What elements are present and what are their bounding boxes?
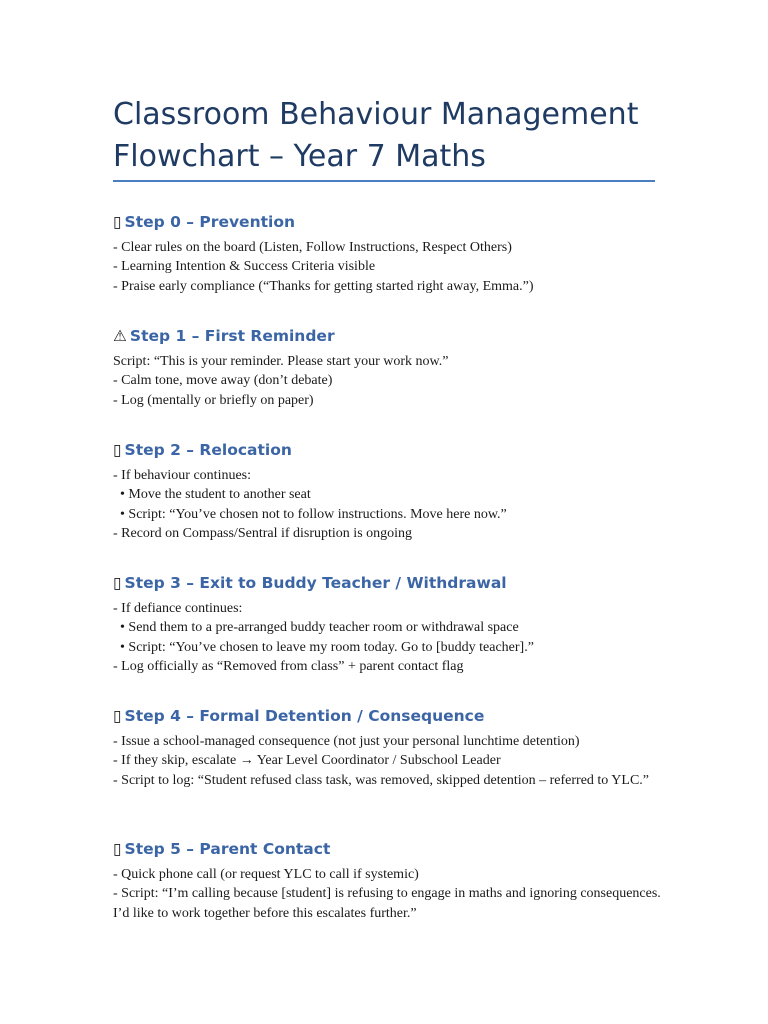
section-heading	[113, 705, 673, 727]
section-heading	[113, 572, 673, 594]
list-item: - If they skip, escalate → Year Level Coordinator / Subschool Leader	[113, 753, 501, 769]
warning-icon: ⚠	[113, 327, 127, 345]
list-item: - Clear rules on the board (Listen, Follow Instructions, Respect Others)	[113, 240, 512, 255]
list-item: - Issue a school-managed consequence (not just your personal lunchtime detention)	[113, 734, 580, 749]
section-step-1	[113, 325, 673, 410]
document-title	[113, 94, 673, 178]
list-item: - Log officially as “Removed from class” + parent contact flag	[113, 658, 464, 674]
section-step-2	[113, 439, 673, 543]
section-heading	[113, 439, 673, 461]
missing-glyph-icon: ▯	[113, 707, 122, 725]
section-heading-text: Step 5 – Parent Contact	[124, 840, 331, 858]
section-step-3	[113, 572, 673, 676]
list-item: - Praise early compliance (“Thanks for getting started right away, Emma.”)	[113, 278, 534, 294]
section-heading-text: Step 1 – First Reminder	[129, 327, 335, 345]
list-item: • Send them to a pre-arranged buddy teacher room or withdrawal space	[113, 620, 519, 636]
title-line-1: Classroom Behaviour Management	[113, 97, 639, 132]
section-heading	[113, 838, 673, 860]
list-item: - Record on Compass/Sentral if disruption is ongoing	[113, 525, 413, 541]
list-item: • Move the student to another seat	[113, 487, 311, 503]
list-item: - Script: “I’m calling because [student] is refusing to engage in maths and ignoring consequences. I’d like to work together before this escalates further.”	[113, 886, 661, 921]
missing-glyph-icon: ▯	[113, 441, 122, 459]
list-item: - If defiance continues:	[113, 601, 243, 616]
section-heading	[113, 325, 673, 347]
section-heading-text: Step 4 – Formal Detention / Consequence	[124, 707, 485, 725]
list-item: - Calm tone, move away (don’t debate)	[113, 373, 333, 389]
section-heading-text: Step 3 – Exit to Buddy Teacher / Withdrawal	[124, 574, 507, 592]
missing-glyph-icon: ▯	[113, 840, 122, 858]
section-step-4	[113, 705, 673, 790]
section-step-5	[113, 838, 673, 923]
list-item: - Learning Intention & Success Criteria visible	[113, 259, 376, 275]
title-divider	[113, 180, 655, 182]
list-item: • Script: “You’ve chosen not to follow instructions. Move here now.”	[113, 506, 507, 522]
missing-glyph-icon: ▯	[113, 574, 122, 592]
section-heading-text: Step 0 – Prevention	[124, 213, 296, 231]
title-line-2: Flowchart – Year 7 Maths	[113, 139, 486, 174]
list-item: - If behaviour continues:	[113, 468, 252, 483]
section-heading	[113, 211, 673, 233]
section-step-0	[113, 211, 673, 296]
missing-glyph-icon: ▯	[113, 213, 122, 231]
list-item: - Quick phone call (or request YLC to call if systemic)	[113, 867, 419, 882]
list-item: • Script: “You’ve chosen to leave my room today. Go to [buddy teacher].”	[113, 639, 534, 655]
list-item: - Script to log: “Student refused class task, was removed, skipped detention – referred to YLC.”	[113, 772, 650, 788]
list-item: Script: “This is your reminder. Please start your work now.”	[113, 354, 449, 369]
section-heading-text: Step 2 – Relocation	[124, 441, 292, 459]
list-item: - Log (mentally or briefly on paper)	[113, 392, 314, 408]
